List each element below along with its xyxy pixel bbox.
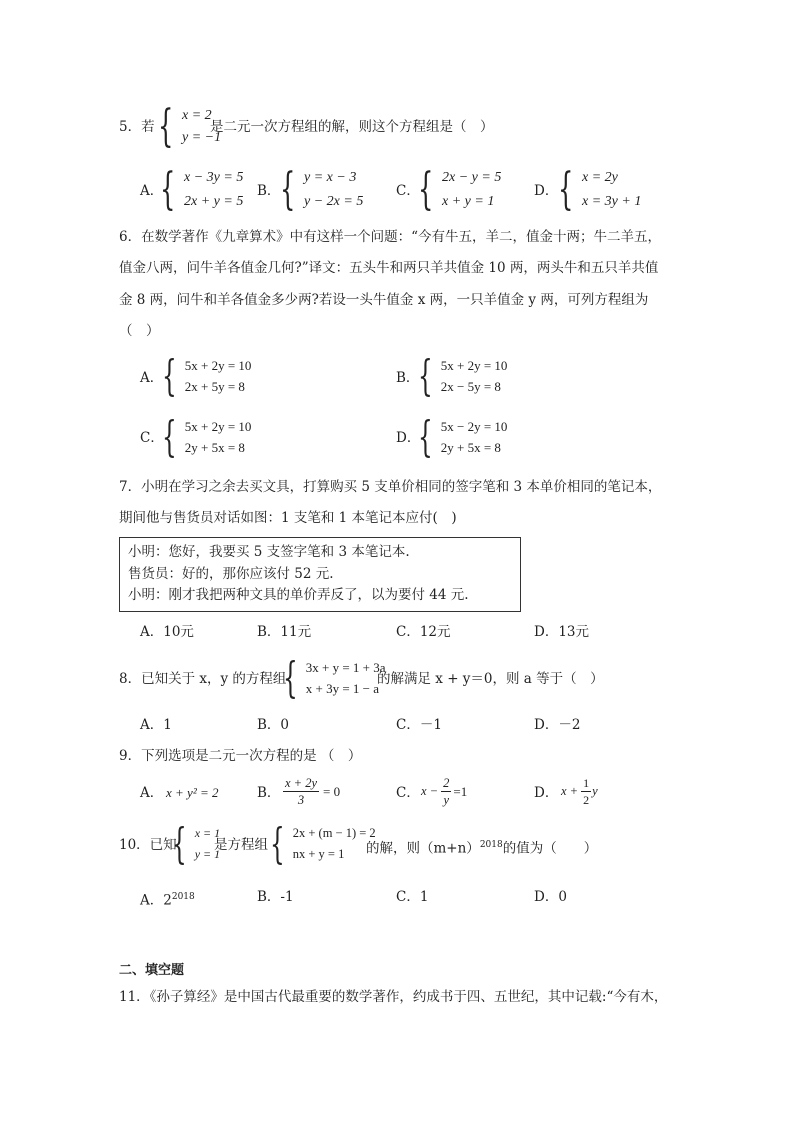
q9-option-b-label[interactable]: B． [257, 785, 281, 801]
q5-a-eq2: 2x + y = 5 [184, 194, 244, 209]
q9-b-fraction [283, 775, 319, 808]
q5-c-eq2: x + y = 1 [442, 194, 495, 209]
q8-system [283, 653, 386, 702]
q10-suffix-b: 的值为（ ） [502, 840, 598, 857]
q6-c-eq2: 2y + 5x = 8 [184, 440, 245, 455]
q5-suffix: 是二元一次方程组的解，则这个方程组是（ ） [210, 119, 494, 135]
q9-option-a-label[interactable]: A． [140, 785, 164, 801]
q5-option-c-label[interactable]: C． [396, 183, 420, 199]
q10-option-a-label: A．2 [140, 892, 172, 909]
q8-eq1: 3x + y = 1 + 3a [305, 660, 386, 675]
q6-line2: 值金八两，问牛羊各值金几何?”译文：五头牛和两只羊共值金 10 两，两头牛和五只羊共值 [119, 260, 659, 276]
q7-line2: 期间他与售货员对话如图：1 支笔和 1 本笔记本应付( ) [119, 510, 457, 526]
q5-a-eq1: x − 3y = 5 [184, 170, 244, 185]
q9-option-c-label[interactable]: C． [396, 785, 420, 801]
q6-line3: 金 8 两，问牛和羊各值金多少两?若设一头牛值金 x 两，一只羊值金 y 两，可列方程组为 [119, 292, 649, 308]
q6-option-d-label[interactable]: D． [396, 430, 421, 446]
q10-suffix-a: 的解，则（m+n） [366, 840, 480, 857]
q6-option-a-label[interactable]: A． [140, 370, 164, 386]
q9-c-fraction [441, 775, 451, 808]
brace-icon: { [418, 412, 433, 461]
q6-option-b-system [418, 351, 508, 400]
q7-dialog-box [119, 537, 521, 612]
brace-icon: { [160, 164, 176, 215]
q5-option-a-system [160, 166, 243, 214]
brace-icon: { [418, 351, 433, 400]
brace-icon: { [162, 351, 177, 400]
q6-b-eq2: 2x − 5y = 8 [440, 379, 501, 394]
q6-c-eq1: 5x + 2y = 10 [184, 419, 252, 434]
q5-d-eq2: x = 3y + 1 [582, 194, 642, 209]
q5-d-eq1: x = 2y [582, 170, 618, 185]
q6-line4: （ ） [119, 323, 160, 339]
brace-icon: { [172, 819, 187, 868]
q8-option-a[interactable]: A．1 [140, 717, 172, 733]
q10-middle: 是方程组 [214, 837, 268, 853]
q9-d-num: 1 [583, 776, 590, 790]
q7-dialog-line1: 小明：您好，我要买 5 支签字笔和 3 本笔记本. [128, 544, 410, 560]
q9-c-num: 2 [443, 776, 450, 790]
brace-icon: { [162, 412, 177, 461]
q7-option-c[interactable]: C．12元 [396, 624, 451, 640]
brace-icon: { [158, 101, 174, 152]
q5-b-eq2: y − 2x = 5 [304, 194, 364, 209]
q10-option-a[interactable] [140, 887, 195, 911]
q7-option-b[interactable]: B．11元 [257, 624, 312, 640]
q9-option-b-expr [283, 775, 340, 808]
q9-c-pre: x − [421, 784, 439, 798]
q5-given-eq1: x = 2 [182, 108, 212, 123]
q11-line1: 11．《孙子算经》是中国古代最重要的数学著作，约成书于四、五世纪，其中记载:“今有木， [119, 989, 668, 1005]
q5-given-eq2: y = −1 [182, 130, 222, 145]
q9-b-num: x + 2y [285, 776, 318, 790]
q9-b-tail: = 0 [323, 783, 341, 799]
q10-prefix: 10．已知 [119, 837, 177, 853]
brace-icon: { [280, 164, 296, 215]
q6-d-eq1: 5x − 2y = 10 [440, 419, 508, 434]
q9-c-den: y [443, 793, 450, 807]
q6-a-eq1: 5x + 2y = 10 [184, 358, 252, 373]
q10-exponent: 2018 [479, 840, 503, 850]
q6-option-c-system [162, 412, 252, 461]
q6-option-b-label[interactable]: B． [396, 370, 420, 386]
brace-icon: { [558, 164, 574, 215]
q8-option-b[interactable]: B．0 [257, 717, 290, 733]
q10-given-eq1: x = 1 [194, 826, 221, 840]
q9-d-pre: x + [561, 784, 579, 798]
q5-option-d-system [558, 166, 641, 214]
q10-option-d[interactable]: D．0 [534, 889, 567, 905]
q10-given-system [172, 819, 221, 868]
q5-c-eq1: 2x − y = 5 [442, 170, 502, 185]
q8-prefix: 8．已知关于 x，y 的方程组 [119, 671, 287, 687]
q8-suffix: 的解满足 x + y＝0，则 a 等于（ ） [377, 671, 604, 687]
q10-given-eq2: y = 1 [194, 847, 221, 861]
q8-option-c[interactable]: C．－1 [396, 717, 442, 733]
q8-option-d[interactable]: D．－2 [534, 717, 581, 733]
q10-eq1: 2x + (m − 1) = 2 [292, 826, 376, 840]
q9-option-d-expr [561, 775, 598, 808]
q10-suffix [366, 835, 597, 859]
section-title: 二、填空题 [119, 963, 185, 978]
q5-option-d-label[interactable]: D． [534, 183, 559, 199]
q7-option-a[interactable]: A．10元 [140, 624, 194, 640]
q6-option-a-system [162, 351, 252, 400]
q9-option-d-label[interactable]: D． [534, 785, 559, 801]
q7-dialog-line3: 小明：刚才我把两种文具的单价弄反了，以为要付 44 元. [128, 587, 469, 603]
q10-eq2: nx + y = 1 [292, 847, 345, 861]
q10-option-b[interactable]: B．-1 [257, 889, 294, 905]
q9-d-den: 2 [583, 793, 590, 807]
q9-stem: 9．下列选项是二元一次方程的是 （ ） [119, 748, 362, 764]
q9-d-fraction [581, 775, 591, 808]
q5-option-a-label[interactable]: A． [140, 183, 164, 199]
q9-option-c-expr [421, 775, 467, 808]
q5-prefix: 5．若 [119, 119, 155, 135]
q6-option-d-system [418, 412, 508, 461]
q7-option-d[interactable]: D．13元 [534, 624, 590, 640]
q5-b-eq1: y = x − 3 [304, 170, 357, 185]
q6-option-c-label[interactable]: C． [140, 430, 164, 446]
q6-a-eq2: 2x + 5y = 8 [184, 379, 245, 394]
q5-option-c-system [418, 166, 501, 214]
q10-option-a-exponent: 2018 [171, 892, 195, 902]
q10-option-c[interactable]: C．1 [396, 889, 429, 905]
q5-option-b-system [280, 166, 363, 214]
q9-option-a-expr: x + y² = 2 [166, 785, 219, 800]
q6-b-eq1: 5x + 2y = 10 [440, 358, 508, 373]
q9-b-den: 3 [297, 793, 305, 807]
q9-d-tail: y [592, 784, 598, 798]
q7-dialog-line2: 售货员：好的，那你应该付 52 元. [128, 566, 334, 582]
brace-icon: { [418, 164, 434, 215]
q5-option-b-label[interactable]: B． [257, 183, 281, 199]
q7-line1: 7．小明在学习之余去买文具，打算购买 5 支单价相同的签字笔和 3 本单价相同的笔记本， [119, 479, 662, 495]
q10-system [270, 819, 376, 868]
q6-d-eq2: 2y + 5x = 8 [440, 440, 501, 455]
q8-eq2: x + 3y = 1 − a [305, 681, 379, 696]
q6-line1: 6．在数学著作《九章算术》中有这样一个问题：“今有牛五，羊二，值金十两；牛二羊五， [119, 229, 661, 245]
brace-icon: { [270, 819, 285, 868]
q9-c-tail: =1 [453, 783, 468, 799]
brace-icon: { [283, 653, 298, 702]
